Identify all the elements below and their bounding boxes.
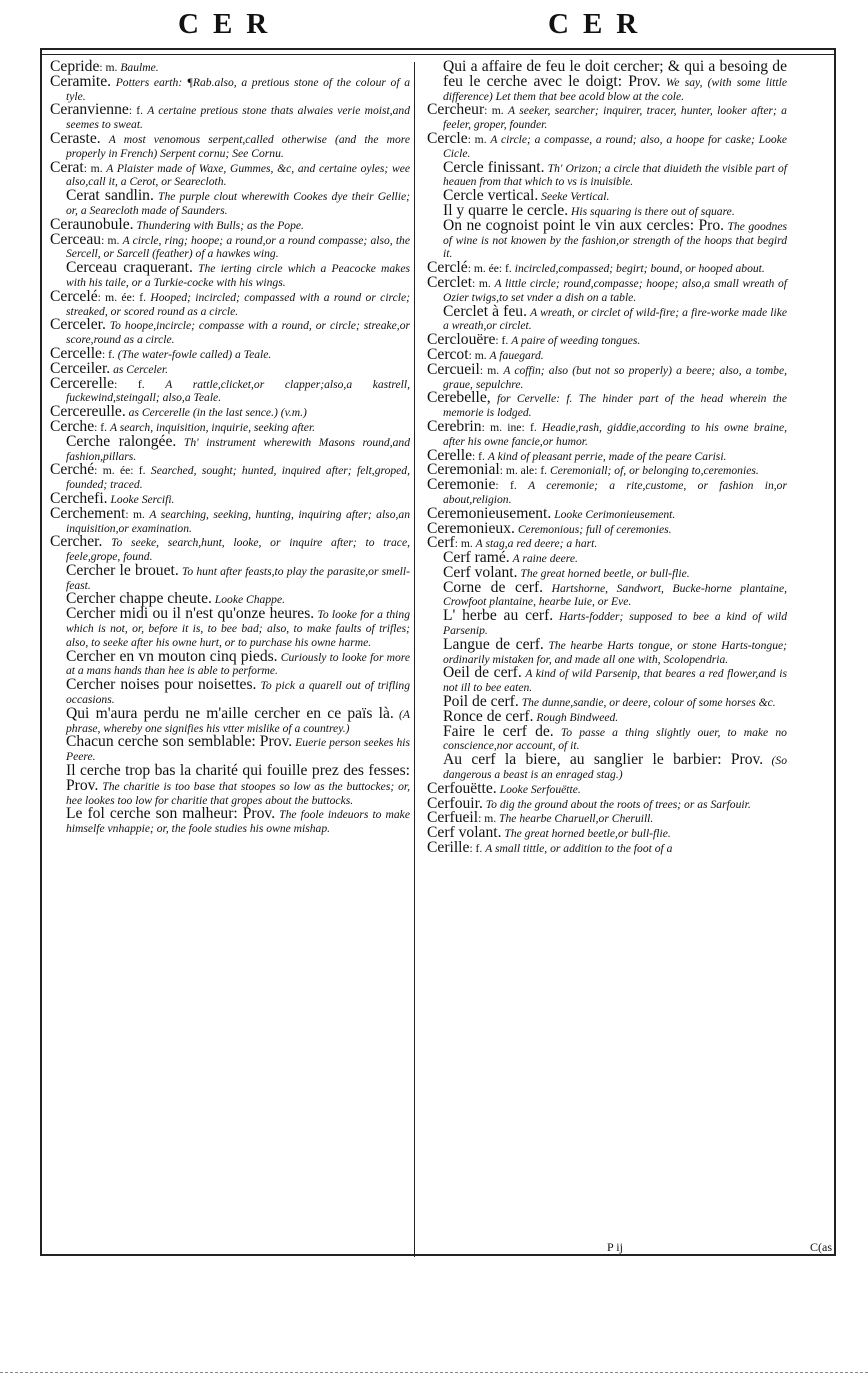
entry-headword: Cercher le brouet. bbox=[66, 561, 179, 579]
entry-definition: Rough Bindweed. bbox=[536, 710, 619, 724]
entry-definition: A small tittle, or addition to the foot of a bbox=[485, 842, 673, 856]
dictionary-entry bbox=[427, 333, 787, 348]
column-divider bbox=[414, 62, 415, 1257]
entry-grammar: : m. ine: f. bbox=[481, 420, 537, 434]
entry-definition: The foole indeuors to make himselfe vnhappie; or, the foole studies his owne mishap. bbox=[66, 808, 410, 836]
dictionary-entry bbox=[427, 360, 787, 392]
entry-definition: A circle, ring; hoope; a round,or a round compasse; also, the Sercell, or Sarcell (feather) of a hawkes wing. bbox=[66, 233, 410, 261]
dictionary-entry bbox=[50, 807, 410, 836]
entry-grammar: : f. bbox=[94, 420, 108, 434]
entry-headword: Cerchement bbox=[50, 504, 126, 522]
entry-definition: Looke Cerimonieusement. bbox=[554, 507, 676, 521]
entry-grammar: : m. ée: f. bbox=[97, 290, 147, 304]
dictionary-entry bbox=[50, 189, 410, 218]
entry-headword: Cerche ralongée. bbox=[66, 432, 177, 450]
entry-headword: Cercot bbox=[427, 345, 469, 363]
entry-headword: Faire le cerf de. bbox=[443, 722, 554, 740]
entry-definition: (So dangerous a beast is an enraged stag.) bbox=[443, 754, 787, 782]
dictionary-entry bbox=[427, 841, 787, 856]
entry-headword: Cerf volant. bbox=[443, 563, 518, 581]
entry-grammar: : f. bbox=[469, 842, 483, 856]
entry-grammar: : m. bbox=[101, 233, 120, 247]
entry-definition: Ceremonious; full of ceremonies. bbox=[517, 522, 672, 536]
entry-definition: Potters earth: ¶Rab.also, a pretious stone of the colour of a tyle. bbox=[66, 75, 410, 103]
entry-definition: The great horned beetle, or bull-flie. bbox=[520, 566, 690, 580]
entry-definition: The dunne,sandie, or deere, colour of some horses &c. bbox=[521, 696, 776, 710]
entry-headword: Cercher midi ou il n'est qu'onze heures. bbox=[66, 605, 315, 623]
entry-definition: The charitie is too base that stoopes so low as the buttockes; or, hee lookes too low for charitie that gropes about the buttocks. bbox=[66, 779, 410, 807]
running-head-left: CER bbox=[178, 8, 282, 40]
entry-headword: Ceremonie bbox=[427, 476, 496, 494]
dictionary-entry bbox=[427, 261, 787, 276]
entry-definition: A ceremonie; a rite,custome, or fashion in,or about,religion. bbox=[443, 479, 787, 506]
entry-headword: Cerebelle, bbox=[427, 389, 491, 407]
entry-definition: The ierting circle which a Peacocke makes with his taile, or a Turkie-cocke with his wings. bbox=[66, 262, 410, 289]
entry-headword: Ceramite. bbox=[50, 72, 112, 90]
entry-headword: Langue de cerf. bbox=[443, 635, 544, 653]
entry-headword: Cerche bbox=[50, 417, 95, 435]
left-column bbox=[50, 60, 410, 836]
entry-grammar: : f. bbox=[114, 377, 145, 391]
entry-definition: A most venomous serpent,called otherwise (and the more properly in French) Serpent cornu; See Cornu. bbox=[66, 132, 410, 160]
entry-grammar: : m. ée: f. bbox=[467, 262, 512, 276]
dictionary-entry bbox=[427, 635, 787, 667]
entry-headword: Cerfouir. bbox=[427, 794, 483, 812]
entry-grammar: : m. bbox=[83, 161, 103, 175]
entry-headword: Cercher noises pour noisettes. bbox=[66, 676, 257, 694]
entry-definition: A kind of wild Parsenip, that beares a red flower,and is not ill to bee eaten. bbox=[443, 667, 787, 695]
entry-definition: Looke Chappe. bbox=[214, 593, 285, 607]
entry-headword: Le fol cerche son malheur: Prov. bbox=[66, 805, 276, 823]
entry-headword: Il y quarre le cercle. bbox=[443, 201, 569, 219]
entry-headword: Cerchefi. bbox=[50, 489, 108, 507]
entry-definition: Looke Serfouëtte. bbox=[499, 782, 581, 796]
entry-headword: Cerf volant. bbox=[427, 824, 502, 842]
entry-headword: Cerebrin bbox=[427, 417, 482, 435]
entry-definition: The hearbe Harts tongue, or stone Harts-tongue; ordinarily mistaken for, and made all one with, Scolopendria. bbox=[443, 638, 787, 666]
entry-definition: A kind of pleasant perrie, made of the peare Carisi. bbox=[487, 449, 727, 463]
dictionary-entry bbox=[50, 405, 410, 420]
entry-headword: Cerceau craquerant. bbox=[66, 259, 193, 277]
dictionary-entry bbox=[50, 215, 410, 233]
entry-grammar: : f. bbox=[101, 347, 115, 361]
right-column bbox=[427, 60, 787, 856]
dictionary-entry bbox=[50, 432, 410, 464]
entry-definition: Headie,rash, giddie,according to his owne braine, after his owne fancie,or humor. bbox=[443, 420, 787, 448]
dictionary-entry bbox=[427, 216, 788, 261]
entry-definition: Hartshorne, Sandwort, Bucke-horne plantaine, Crowfoot plantaine, hearbe Iuie, or Eve. bbox=[443, 581, 787, 609]
dictionary-entry bbox=[50, 103, 410, 132]
entry-headword: Cercereulle. bbox=[50, 403, 126, 421]
entry-grammar: : m. bbox=[479, 363, 500, 377]
entry-grammar: : m. bbox=[99, 61, 118, 74]
entry-headword: Oeil de cerf. bbox=[443, 664, 522, 682]
dictionary-entry bbox=[50, 158, 410, 190]
entry-headword: Cercelé bbox=[50, 287, 98, 305]
entry-headword: Ceraunobule. bbox=[50, 215, 134, 233]
entry-definition: To dig the ground about the roots of trees; or as Sarfouir. bbox=[485, 797, 751, 811]
dictionary-entry bbox=[50, 704, 410, 736]
entry-definition: His squaring is there out of square. bbox=[571, 204, 735, 218]
entry-headword: Ceremonieusement. bbox=[427, 504, 552, 522]
dictionary-entry bbox=[427, 391, 787, 420]
entry-definition: Th' instrument wherewith Masons round,and fashion,pillars. bbox=[66, 435, 410, 463]
entry-headword: Cercelle bbox=[50, 344, 102, 362]
entry-definition: A wreath, or circlet of wild-fire; a fire-worke made like a wreath,or circlet. bbox=[443, 305, 787, 333]
entry-definition: The great horned beetle,or bull-flie. bbox=[504, 827, 671, 841]
dictionary-entry bbox=[427, 794, 787, 812]
entry-definition: To hunt after feasts,to play the parasite,or smell-feast. bbox=[66, 564, 410, 592]
entry-grammar: : m. bbox=[467, 132, 487, 146]
dictionary-entry bbox=[427, 60, 787, 103]
entry-definition: Hooped; incircled; compassed with a round or circle; streaked, or scored round as a circle. bbox=[66, 290, 410, 318]
entry-headword: Cercueil bbox=[427, 360, 480, 378]
entry-headword: Cercle finissant. bbox=[443, 158, 545, 176]
entry-definition: Euerie person seekes his Peere. bbox=[66, 736, 411, 764]
entry-headword: Cercher en vn mouton cinq pieds. bbox=[66, 647, 278, 665]
entry-headword: Ceranvienne bbox=[50, 101, 129, 119]
scan-edge bbox=[0, 1372, 868, 1385]
entry-headword: Cerceau bbox=[50, 230, 102, 248]
entry-definition: as Cercerelle (in the last sence.) (v.m.) bbox=[128, 406, 307, 420]
entry-definition: A stag,a red deere; a hart. bbox=[475, 537, 598, 551]
entry-definition: To passe a thing slightly ouer, to make no conscience,nor account, of it. bbox=[443, 725, 787, 753]
dictionary-entry bbox=[50, 261, 410, 290]
entry-definition: We say, (with some little difference) Let them that bee acold blow at the cole. bbox=[443, 75, 787, 103]
entry-definition: as Cerceler. bbox=[113, 362, 169, 376]
dictionary-entry bbox=[50, 129, 410, 161]
entry-headword: Qui a affaire de feu le doit cercher; & qui a besoing de feu le cerche avec le doigt: Prov. bbox=[443, 58, 787, 90]
entry-headword: Chacun cerche son semblable: Prov. bbox=[66, 733, 293, 751]
entry-headword: Cercheur bbox=[427, 101, 485, 119]
entry-definition: A coffin; also (but not so properly) a beere; also, a tombe, graue, sepulchre. bbox=[443, 363, 787, 391]
dictionary-entry bbox=[427, 273, 788, 305]
entry-headword: Cerclé bbox=[427, 259, 468, 277]
entry-headword: Cerché bbox=[50, 461, 95, 479]
dictionary-entry bbox=[427, 722, 787, 754]
entry-definition: A search, inquisition, inquirie, seeking after. bbox=[109, 420, 316, 434]
entry-definition: (The water-fowle called) a Teale. bbox=[117, 347, 272, 361]
entry-definition: A searching, seeking, hunting, inquiring after; also,an inquisition,or examination. bbox=[66, 507, 410, 535]
entry-headword: Ceraste. bbox=[50, 129, 101, 147]
dictionary-entry bbox=[50, 72, 410, 104]
entry-headword: Cerille bbox=[427, 839, 470, 857]
dictionary-entry bbox=[427, 478, 787, 507]
entry-headword: Il cerche trop bas la charité qui fouille prez des fesses: Prov. bbox=[66, 762, 410, 794]
dictionary-entry bbox=[50, 647, 410, 679]
entry-headword: Corne de cerf. bbox=[443, 578, 544, 596]
entry-headword: Cerat sandlin. bbox=[66, 187, 154, 205]
page-footer bbox=[427, 1240, 832, 1258]
catchword: C(as bbox=[810, 1240, 832, 1254]
entry-headword: Cerclet bbox=[427, 273, 473, 291]
dictionary-entry bbox=[50, 535, 410, 564]
entry-definition: A paire of weeding tongues. bbox=[511, 334, 641, 348]
entry-definition: To hoope,incircle; compasse with a round, or circle; streake,or score,round as a circle. bbox=[66, 319, 410, 347]
dictionary-entry bbox=[50, 607, 410, 649]
entry-definition: A little circle; round,compasse; hoope; also,a small wreath of Ozier twigs,to set vnder a dish on a table. bbox=[443, 276, 788, 304]
dictionary-entry bbox=[427, 302, 787, 334]
entry-definition: Ceremoniall; of, or belonging to,ceremonies. bbox=[549, 464, 759, 478]
dictionary-entry bbox=[50, 463, 410, 492]
entry-headword: On ne cognoist point le vin aux cercles: Pro. bbox=[443, 216, 725, 234]
dictionary-entry bbox=[50, 230, 410, 262]
entry-definition: The hearbe Charuell,or Cheruill. bbox=[499, 812, 654, 826]
entry-definition: A circle; a compasse, a round; also, a hoope for caske; Looke Cicle. bbox=[443, 132, 787, 160]
entry-headword: Cerceler. bbox=[50, 316, 106, 334]
entry-headword: Qui m'aura perdu ne m'aille cercher en ce païs là. bbox=[66, 704, 394, 722]
dictionary-entry bbox=[50, 504, 410, 536]
dictionary-entry bbox=[427, 158, 787, 190]
entry-definition: To looke for a thing which is not, or, before it is, to bee bad; also, to make faults of trifles; also, to seeke after his owne hurt, or to purchase his owne harme. bbox=[66, 608, 410, 649]
entry-headword: Poil de cerf. bbox=[443, 693, 519, 711]
entry-definition: Searched, sought; hunted, inquired after; felt,groped, founded; traced. bbox=[66, 464, 411, 492]
dictionary-entry bbox=[427, 609, 787, 638]
running-head-right: CER bbox=[548, 8, 652, 40]
entry-grammar: : f. bbox=[472, 449, 485, 463]
entry-headword: Cerf bbox=[427, 534, 455, 552]
entry-grammar: : m. ale: f. bbox=[499, 464, 548, 478]
dictionary-entry bbox=[50, 561, 410, 593]
signature-mark: P ij bbox=[607, 1240, 623, 1254]
entry-headword: Cerat bbox=[50, 158, 84, 176]
entry-grammar: : m. bbox=[125, 507, 145, 521]
entry-headword: Cercerelle bbox=[50, 374, 115, 392]
entry-headword: Ronce de cerf. bbox=[443, 707, 534, 725]
entry-definition: (A phrase, whereby one signifies his vtter mislike of a countrey.) bbox=[66, 707, 410, 735]
entry-grammar: : f. bbox=[128, 104, 143, 118]
entry-definition: The goodnes of wine is not knowen by the fashion,or strength of the hoops that begird it. bbox=[443, 219, 788, 261]
entry-definition: Thundering with Bulls; as the Pope. bbox=[136, 218, 304, 232]
entry-definition: A raine deere. bbox=[512, 552, 578, 566]
dictionary-entry bbox=[50, 318, 410, 347]
entry-headword: Cerf ramé. bbox=[443, 549, 510, 567]
entry-grammar: : f. bbox=[495, 479, 517, 493]
entry-definition: A fauegard. bbox=[489, 348, 544, 362]
entry-headword: Cerelle bbox=[427, 446, 473, 464]
entry-definition: To pick a quarell out of trifling occasions. bbox=[66, 679, 410, 707]
entry-grammar: : m. bbox=[484, 104, 504, 118]
entry-definition: The purple clout wherewith Cookes dye their Gellie; or, a Searecloth made of Saunders. bbox=[66, 190, 410, 217]
entry-headword: Cerfouëtte. bbox=[427, 779, 497, 797]
dictionary-entry bbox=[427, 417, 787, 449]
entry-grammar: : m. bbox=[454, 537, 473, 551]
dictionary-entry bbox=[427, 345, 787, 363]
entry-definition: A certaine pretious stone thats alwaies verie moist,and seemes to sweat. bbox=[66, 104, 411, 132]
dictionary-entry bbox=[427, 753, 787, 782]
entry-definition: A seeker, searcher; inquirer, tracer, hunter, looker after; a feeler, groper, founder. bbox=[443, 104, 787, 132]
entry-grammar: : f. bbox=[495, 334, 509, 348]
dictionary-entry bbox=[50, 764, 410, 807]
entry-headword: Cerceiler. bbox=[50, 359, 111, 377]
entry-headword: Cepride bbox=[50, 58, 100, 75]
dictionary-entry bbox=[50, 678, 410, 707]
entry-definition: To seeke, search,hunt, looke, or inquire after; to trace, feele,grope, found. bbox=[66, 536, 410, 564]
entry-definition: Th' Orizon; a circle that diuideth the visible part of heauen from that which to vs is inuisible. bbox=[443, 161, 787, 189]
dictionary-entry bbox=[50, 735, 410, 764]
entry-headword: Cercher. bbox=[50, 533, 103, 551]
entry-definition: for Cervelle: f. The hinder part of the head wherein the memorie is lodged. bbox=[443, 392, 787, 420]
entry-headword: Cerclouëre bbox=[427, 331, 496, 349]
entry-definition: A rattle,clicket,or clapper;also,a kastrell, fuckewind,steingall; also,a Teale. bbox=[66, 377, 410, 405]
dictionary-entry bbox=[427, 826, 787, 841]
entry-headword: Ceremonial bbox=[427, 461, 500, 479]
entry-headword: Cerclet à feu. bbox=[443, 302, 527, 320]
entry-headword: Au cerf la biere, au sanglier le barbier: Prov. bbox=[443, 751, 764, 769]
dictionary-entry bbox=[50, 374, 410, 406]
entry-grammar: : m. bbox=[478, 812, 497, 826]
entry-headword: Cercher chappe cheute. bbox=[66, 590, 212, 608]
entry-definition: Looke Sercifi. bbox=[110, 492, 175, 506]
dictionary-entry bbox=[427, 578, 787, 610]
entry-definition: Curiously to looke for more at a mans hands than hee is able to performe. bbox=[66, 650, 410, 678]
entry-grammar: : m. ée: f. bbox=[94, 464, 146, 478]
entry-definition: Harts-fodder; supposed to bee a kind of wild Parsenip. bbox=[443, 610, 787, 638]
dictionary-entry bbox=[427, 129, 787, 161]
entry-definition: A Plaister made of Waxe, Gummes, &c, and certaine oyles; wee also,call it, a Cerot, or Searecloth. bbox=[66, 161, 410, 189]
entry-definition: Baulme. bbox=[120, 61, 159, 74]
entry-grammar: : m. bbox=[472, 276, 491, 290]
entry-definition: Seeke Vertical. bbox=[541, 190, 610, 204]
entry-grammar: : m. bbox=[468, 348, 487, 362]
entry-headword: Ceremonieux. bbox=[427, 519, 515, 537]
dictionary-entry bbox=[427, 519, 787, 537]
entry-headword: Cercle bbox=[427, 129, 468, 147]
dictionary-entry bbox=[427, 103, 787, 132]
dictionary-entry bbox=[50, 287, 410, 319]
entry-headword: Cerfueil bbox=[427, 809, 479, 827]
dictionary-entry bbox=[427, 666, 787, 695]
entry-headword: Cercle vertical. bbox=[443, 187, 539, 205]
entry-headword: L' herbe au cerf. bbox=[443, 607, 554, 625]
entry-definition: incircled,compassed; begirt; bound, or hooped about. bbox=[514, 262, 765, 276]
